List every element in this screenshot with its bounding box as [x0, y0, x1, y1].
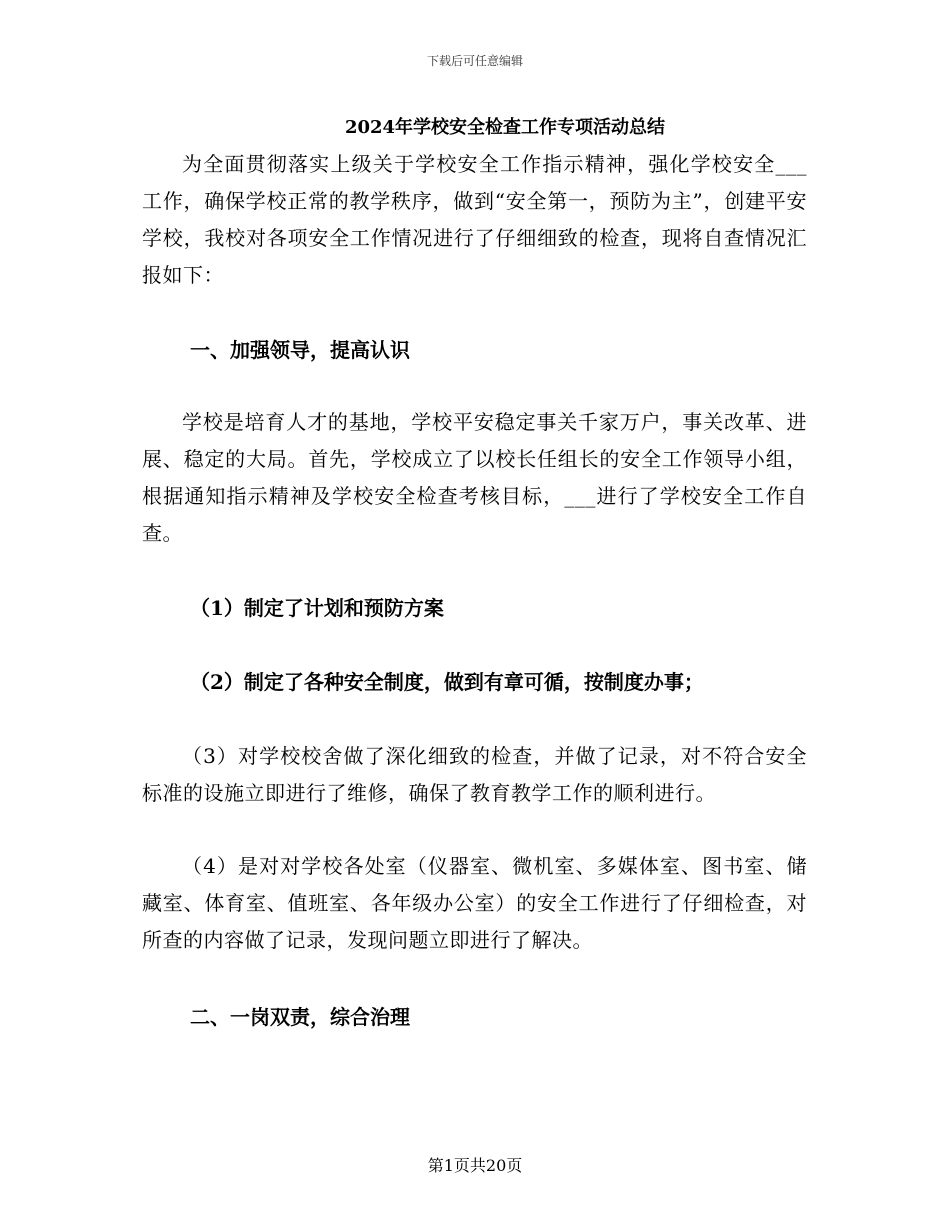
list-item-4: （4）是对对学校各处室（仪器室、微机室、多媒体室、图书室、储藏室、体育室、值班室、各年级办公室）的安全工作进行了仔细检查，对所查的内容做了记录，发现问题立即进行了解决。 — [142, 854, 807, 952]
list-item-2: （2）制定了各种安全制度，做到有章可循，按制度办事； — [190, 670, 704, 694]
document-title: 2024年学校安全检查工作专项活动总结 — [344, 117, 666, 138]
intro-paragraph: 为全面贯彻落实上级关于学校安全工作指示精神，强化学校安全___工作，确保学校正常的教学秩序，做到“安全第一，预防为主”，创建平安学校，我校对各项安全工作情况进行了仔细细致的检查，现将自查情况汇报如下： — [142, 152, 807, 287]
list-item-1: （1）制定了计划和预防方案 — [190, 596, 444, 620]
list-item-3: （3）对学校校舍做了深化细致的检查，并做了记录，对不符合安全标准的设施立即进行了维修，确保了教育教学工作的顺利进行。 — [142, 744, 807, 805]
page-header-note: 下载后可任意编辑 — [426, 54, 523, 68]
section-2-heading: 二、一岗双责，综合治理 — [190, 1005, 410, 1029]
section-1-heading: 一、加强领导，提高认识 — [190, 338, 410, 362]
section-1-paragraph: 学校是培育人才的基地，学校平安稳定事关千家万户，事关改革、进展、稳定的大局。首先，学校成立了以校长任组长的安全工作领导小组，根据通知指示精神及学校安全检查考核目标，___进行了学校安全工作自查。 — [142, 410, 807, 545]
page-footer-pagination: 第1页共20页 — [427, 1156, 523, 1175]
